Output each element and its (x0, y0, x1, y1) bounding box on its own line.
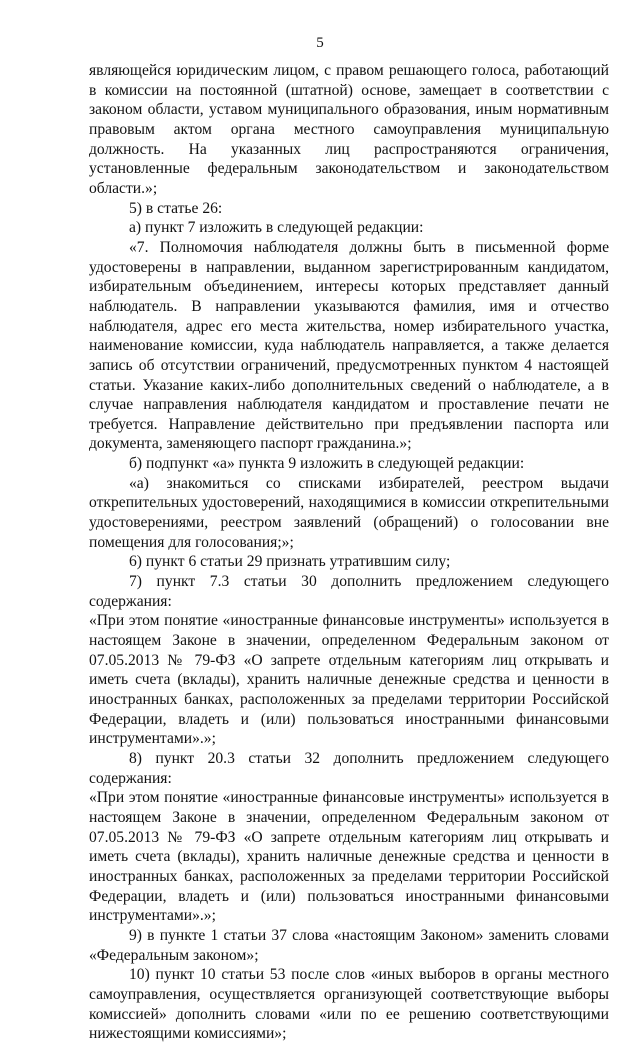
paragraph-item-5: 5) в статье 26: (129, 199, 223, 217)
paragraph-item-8: 8) пункт 20.3 статьи 32 дополнить предложением следующего содержания: (89, 749, 609, 787)
paragraph-subitem-a: а) пункт 7 изложить в следующей редакции: (129, 219, 424, 237)
paragraph-item-9: 9) в пункте 1 статьи 37 слова «настоящим Законом» заменить словами «Федеральным законом»; (89, 926, 609, 964)
paragraph-item-7: 7) пункт 7.3 статьи 30 дополнить предложением следующего содержания: (89, 573, 609, 610)
paragraph-quote-item-7: «При этом понятие «иностранные финансовые инструменты» используется в настоящем Законе в значении, определенном Федеральным законом от 07.05.2013 № 79-ФЗ «О запрете отдельным категориям лиц открывать и иметь счета (вклады), хранить наличные денежные средства и ценности в иностранных банках, расположенных за пределами территории Российской Федерации, владеть и (или) пользоваться иностранными финансовыми инструментами».»; (89, 612, 609, 748)
document-body (89, 61, 609, 1044)
paragraph-quote-item-8: «При этом понятие «иностранные финансовые инструменты» используется в настоящем Законе в значении, определенном Федеральным законом от 07.05.2013 № 79-ФЗ «О запрете отдельным категориям лиц открывать и иметь счета (вклады), хранить наличные денежные средства и ценности в иностранных банках, расположенных за пределами территории Российской Федерации, владеть и (или) пользоваться иностранными финансовыми инструментами».»; (89, 789, 609, 925)
paragraph-continuation: являющейся юридическим лицом, с правом решающего голоса, работающий в комиссии на постоянной (штатной) основе, замещает в соответствии с законом области, уставом муниципального образования, иным нормативным правовым актом органа местного самоуправления муниципальную должность. На указанных лиц распространяются ограничения, установленные федеральным законодательством и законодательством области.»; (89, 62, 609, 197)
paragraph-item-6: 6) пункт 6 статьи 29 признать утратившим силу; (129, 553, 451, 571)
paragraph-quote-7: «7. Полномочия наблюдателя должны быть в письменной форме удостоверены в направлении, выданном зарегистрированным кандидатом, избирательным объединением, интересы которых представляет данный наблюдатель. В направлении указываются фамилия, имя и отчество наблюдателя, адрес его места жительства, номер избирательного участка, наименование комиссии, куда наблюдатель направляется, а также делается запись об отсутствии ограничений, предусмотренных пунктом 4 настоящей статьи. Указание каких-либо дополнительных сведений о наблюдателе, а в случае направления наблюдателя кандидатом и проставление печати не требуется. Направление действительно при предъявлении паспорта или документа, заменяющего паспорт гражданина.»; (89, 238, 609, 453)
paragraph-quote-a: «а) знакомиться со списками избирателей, реестром выдачи открепительных удостоверений, находящимися в комиссии открепительными удостоверениями, реестром заявлений (обращений) о голосовании вне помещения для голосования;»; (89, 474, 609, 551)
paragraph-subitem-b: б) подпункт «а» пункта 9 изложить в следующей редакции: (129, 455, 525, 473)
page-number: 5 (316, 35, 324, 51)
paragraph-item-10: 10) пункт 10 статьи 53 после слов «иных выборов в органы местного самоуправления, осуществляется организующей соответствующие выборы комиссией» дополнить словами «или по ее решению соответствующими нижестоящими комиссиями»; (89, 966, 609, 1043)
